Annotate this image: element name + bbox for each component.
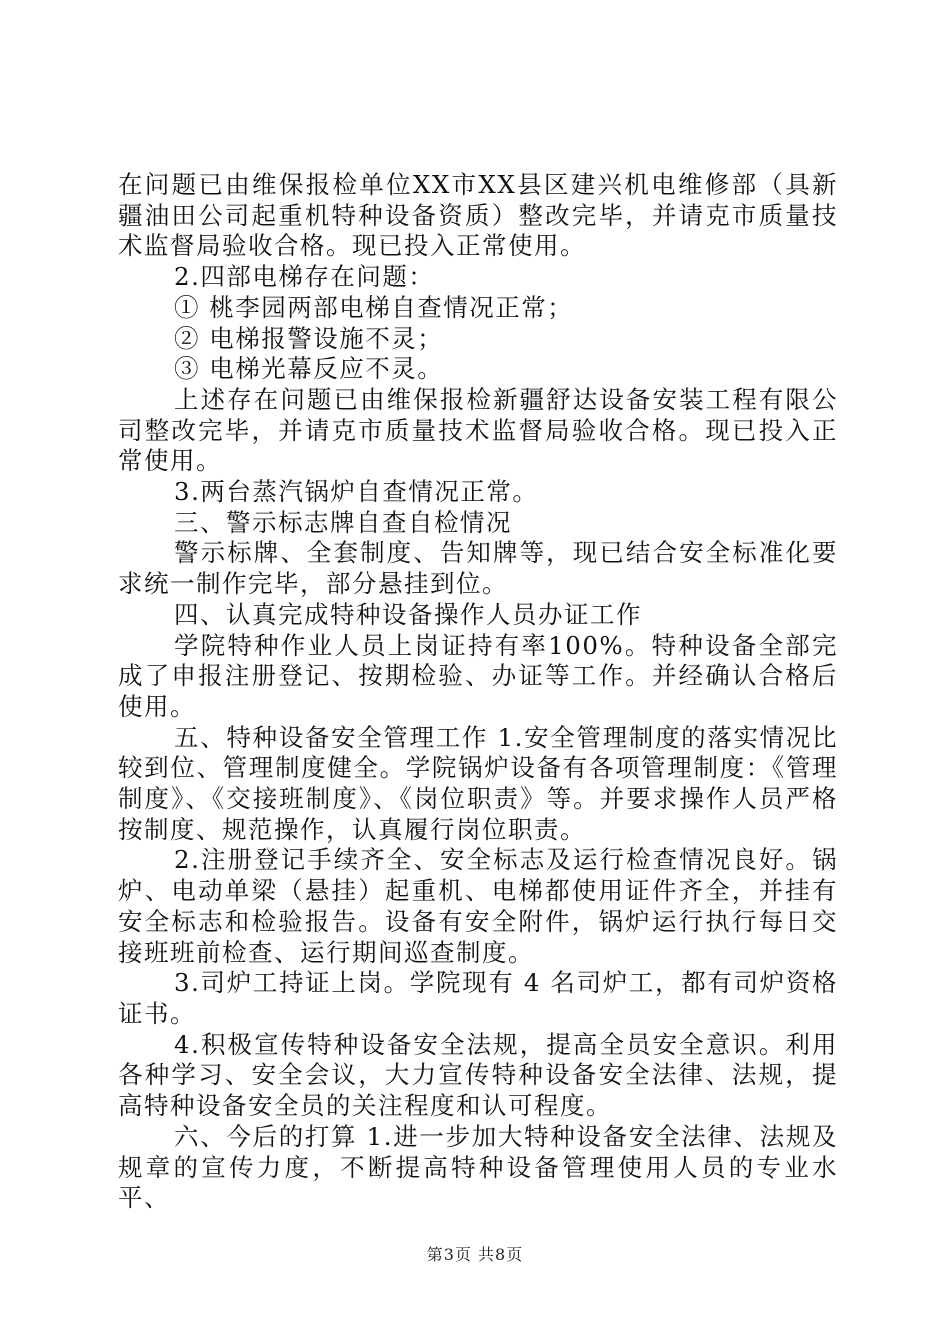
- page-number-footer: 第3页 共8页: [426, 1245, 524, 1264]
- paragraph-11: 学院特种作业人员上岗证持有率100%。特种设备全部完成了申报注册登记、按期检验、办证等工作。并经确认合格后使用。: [118, 630, 838, 721]
- paragraph-9: 警示标牌、全套制度、告知牌等，现已结合安全标准化要求统一制作完毕，部分悬挂到位。: [118, 538, 838, 599]
- paragraph-13: 2.注册登记手续齐全、安全标志及运行检查情况良好。锅炉、电动单梁（悬挂）起重机、电梯都使用证件齐全，并挂有安全标志和检验报告。设备有安全附件，锅炉运行执行每日交接班班前检查、运行期间巡查制度。: [118, 845, 838, 967]
- section-heading-4: 四、认真完成特种设备操作人员办证工作: [174, 599, 642, 629]
- paragraph-5: ③ 电梯光幕反应不灵。: [174, 354, 444, 384]
- paragraph-3: ① 桃李园两部电梯自查情况正常；: [174, 292, 574, 322]
- paragraph-1: 在问题已由维保报检单位XX市XX县区建兴机电维修部（具新疆油田公司起重机特种设备资质）整改完毕，并请克市质量技术监督局验收合格。现已投入正常使用。: [118, 170, 838, 261]
- paragraph-4: ② 电梯报警设施不灵；: [174, 323, 444, 353]
- paragraph-2: 2.四部电梯存在问题：: [174, 262, 435, 292]
- document-body: [118, 170, 838, 1214]
- paragraph-12: 五、特种设备安全管理工作 1.安全管理制度的落实情况比较到位、管理制度健全。学院锅炉设备有各项管理制度：《管理制度》、《交接班制度》、《岗位职责》等。并要求操作人员严格按制度、规范操作，认真履行岗位职责。: [118, 722, 838, 844]
- paragraph-7: 3.两台蒸汽锅炉自查情况正常。: [174, 477, 539, 507]
- paragraph-16: 六、今后的打算 1.进一步加大特种设备安全法律、法规及规章的宣传力度，不断提高特种设备管理使用人员的专业水平、: [118, 1121, 838, 1213]
- paragraph-14: 3.司炉工持证上岗。学院现有 4 名司炉工，都有司炉资格证书。: [118, 968, 838, 1028]
- paragraph-6: 上述存在问题已由维保报检新疆舒达设备安装工程有限公司整改完毕，并请克市质量技术监督局验收合格。现已投入正常使用。: [118, 384, 838, 476]
- paragraph-15: 4.积极宣传特种设备安全法规，提高全员安全意识。利用各种学习、安全会议，大力宣传特种设备安全法律、法规，提高特种设备安全员的关注程度和认可程度。: [118, 1029, 838, 1121]
- section-heading-3: 三、警示标志牌自查自检情况: [174, 507, 512, 537]
